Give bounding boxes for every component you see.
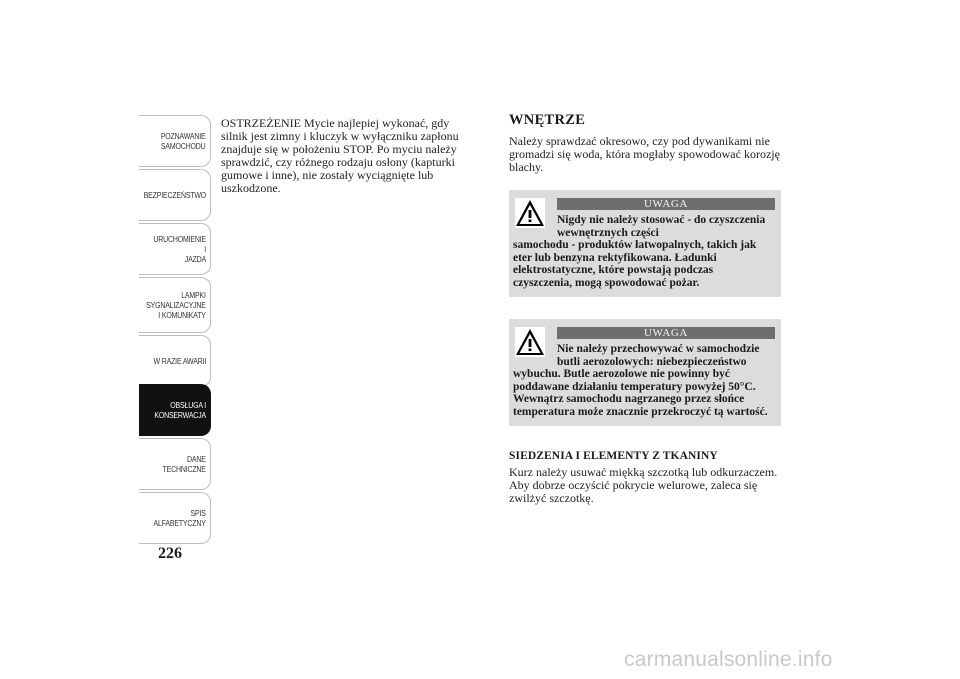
watermark: carmanualsonline.info bbox=[624, 648, 833, 671]
tab-lampki-sygnalizacyjne[interactable] bbox=[139, 277, 211, 333]
intro-paragraph: Należy sprawdzać okresowo, czy pod dywanikami nie gromadzi się woda, która mogłaby spowodować korozję blachy. bbox=[509, 134, 780, 174]
tab-label: LAMPKI SYGNALIZACYJNE I KOMUNIKATY bbox=[146, 290, 206, 320]
subsection-title: SIEDZENIA I ELEMENTY Z TKANINY bbox=[509, 450, 718, 462]
warning-box bbox=[509, 319, 781, 426]
interior-section bbox=[509, 112, 781, 505]
warning-rest: wybuchu. Butle aerozolowe nie powinny być poddawane działaniu temperatury powyżej 50°C. Wewnątrz samochodu nagrzanego przez słońce temperatura może znacznie przekroczyć tą wartość. bbox=[513, 368, 768, 418]
tab-label: DANE TECHNICZNE bbox=[162, 454, 206, 474]
tab-label: OBSŁUGA I KONSERWACJA bbox=[154, 400, 206, 420]
tab-obsluga-i-konserwacja[interactable] bbox=[139, 384, 211, 436]
page-number: 226 bbox=[158, 545, 182, 562]
warning-box bbox=[509, 190, 781, 297]
tab-uruchomienie-i-jazda[interactable] bbox=[139, 223, 211, 275]
section-title: WNĘTRZE bbox=[509, 112, 586, 128]
warning-header: UWAGA bbox=[557, 327, 775, 339]
tab-bezpieczenstwo[interactable] bbox=[139, 169, 211, 221]
tab-dane-techniczne[interactable] bbox=[139, 438, 211, 490]
warning-text bbox=[513, 343, 775, 418]
tab-label: SPIS ALFABETYCZNY bbox=[153, 508, 206, 528]
tab-w-razie-awarii[interactable] bbox=[139, 335, 211, 387]
tab-label: W RAZIE AWARII bbox=[153, 356, 206, 366]
warning-triangle-icon bbox=[515, 198, 545, 228]
warning-rest: samochodu - produktów łatwopalnych, takich jak eter lub benzyna rektyfikowana. Ładunki elektrostatyczne, które powstają podczas czyszczenia, mogą spowodować pożar. bbox=[513, 239, 757, 289]
tab-label: URUCHOMIENIE I JAZDA bbox=[153, 234, 206, 264]
warning-triangle-icon bbox=[515, 327, 545, 357]
warning-header: UWAGA bbox=[557, 198, 775, 210]
tab-label: BEZPIECZEŃSTWO bbox=[143, 190, 206, 200]
tab-poznawanie-samochodu[interactable] bbox=[139, 115, 211, 167]
warning-lead: Nie należy przechowywać w samochodzie butli aerozolowych: niebezpieczeństwo bbox=[557, 343, 760, 368]
washing-warning-text: OSTRZEŻENIE Mycie najlepiej wykonać, gdy silnik jest zimny i kluczyk w wyłączniku zapłonu znajduje się w położeniu STOP. Po myciu należy sprawdzić, czy różnego rodzaju osłony (kapturki gumowe i inne), nie zostały wyciągnięte lub uszkodzone. bbox=[221, 116, 459, 195]
warning-text bbox=[513, 214, 775, 289]
tab-spis-alfabetyczny[interactable] bbox=[139, 492, 211, 544]
tab-label: POZNAWANIE SAMOCHODU bbox=[161, 131, 206, 151]
subsection-paragraph: Kurz należy usuwać miękką szczotką lub odkurzaczem. Aby dobrze oczyścić pokrycie welurowe, zaleca się zwilżyć szczotkę. bbox=[509, 465, 778, 505]
warning-lead: Nigdy nie należy stosować - do czyszczenia wewnętrznych części bbox=[557, 214, 766, 239]
